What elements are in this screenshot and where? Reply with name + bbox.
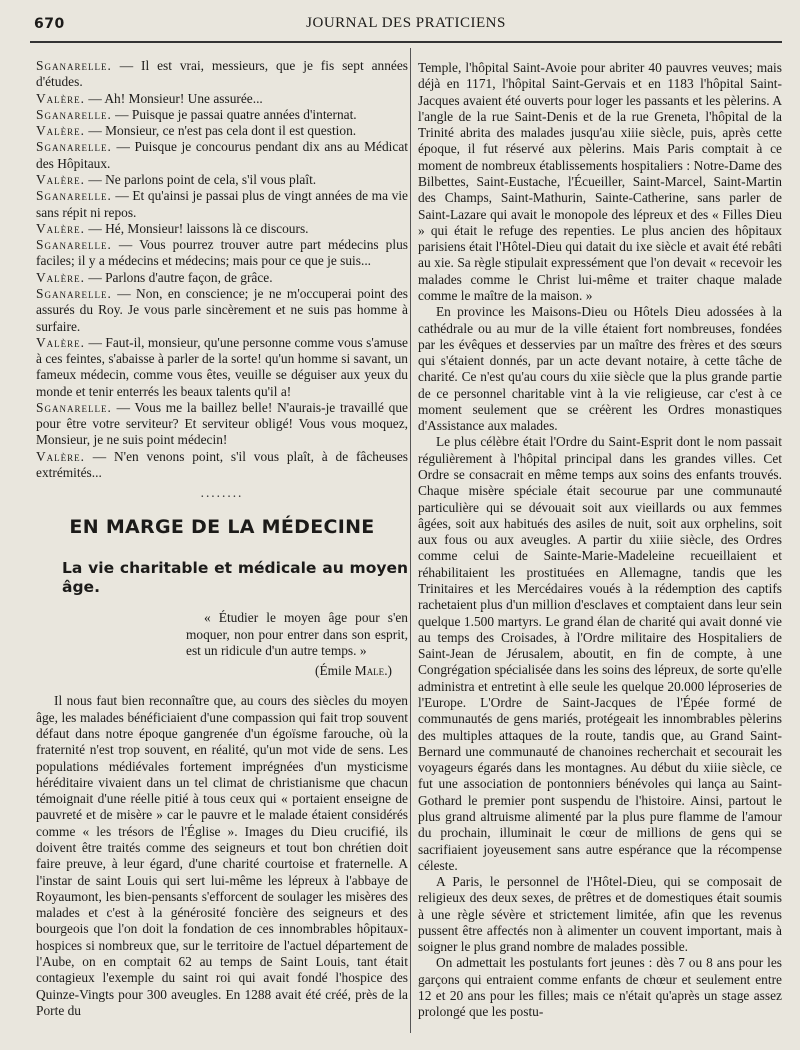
- dialogue-text: — Monsieur, ce n'est pas cela dont il est question.: [85, 123, 357, 139]
- speaker-name: Valère.: [36, 123, 86, 139]
- speaker-name: Valère.: [36, 269, 86, 285]
- speaker-name: Sganarelle.: [36, 139, 112, 155]
- body-paragraph: On admettait les postulants fort jeunes : dès 7 ou 8 ans pour les garçons qui entraient comme enfants de chœur et seulement entre 12 et 20 ans pour les filles; mais ce n'était qu'après un stage assez prolongé que les postu-: [418, 955, 782, 1020]
- dialogue-text: — N'en venons point, s'il vous plaît, à de fâcheuses extrémités...: [36, 448, 408, 481]
- article-title: La vie charitable et médicale au moyen âge.: [62, 558, 408, 596]
- dialogue-line: [36, 172, 408, 188]
- dialogue-line: [36, 449, 408, 482]
- speaker-name: Sganarelle.: [36, 285, 112, 301]
- epigraph-text: « Étudier le moyen âge pour s'en moquer, non pour entrer dans son esprit, est un ridicule d'un autre temps. »: [186, 610, 408, 658]
- speaker-name: Valère.: [36, 220, 86, 236]
- dialogue-text: — Puisque je concourus pendant dix ans au Médicat des Hôpitaux.: [36, 139, 408, 171]
- dialogue-text: — Vous pourrez trouver autre part médecins plus faciles; il y a médecins et médecins; mais pour ce que je suis...: [36, 237, 408, 269]
- section-title: EN MARGE DE LA MÉDECINE: [69, 515, 375, 538]
- body-paragraph: Il nous faut bien reconnaître que, au cours des siècles du moyen âge, les malades bénéficiaient d'une compassion qui fait trop souvent défaut dans notre époque gangrenée d'un égoïsme farouche, où la fraternité n'est trop souvent, en réalité, qu'un mot vide de sens. Les populations médiévales fortement imprégnées d'un mysticisme héréditaire vivaient dans un tel climat de christianisme que chacun témoignait d'une réelle pitié à tous ceux qui « portaient enseigne de pauvreté et de misère » car le pauvre et le malade étaient considérés comme « les trésors de l'Église ». Images du Dieu crucifié, ils doivent être traités comme des seigneurs et tout bon chrétien doit faire preuve, à leur égard, d'une charité courtoise et fraternelle. A l'instar de saint Louis qui sert lui-même les lépreux à l'abbaye de Royaumont, les bien-pensants s'efforcent de soulager les misères des malades et c'est à la générosité foncière des seigneurs et des bourgeois que l'on doit la fondation de ces innombrables hôpitaux-hospices si nombreux que, sur le territoire de l'actuel département de l'Aube, on en comptait 62 au temps de Saint Louis, tant était contagieux l'exemple du saint roi qui avait fondé l'hospice des Quinze-Vingts pour 300 aveugles. En 1288 avait été créé, près de la Porte du: [36, 693, 408, 1018]
- dialogue-text: — Et qu'ainsi je passai plus de vingt années de ma vie sans répit ni repos.: [36, 188, 408, 220]
- speaker-name: Valère.: [36, 171, 86, 187]
- speaker-name: Valère.: [36, 448, 86, 464]
- journal-title: JOURNAL DES PRATICIENS: [306, 15, 506, 31]
- speaker-name: Valère.: [36, 334, 86, 350]
- body-paragraph: A Paris, le personnel de l'Hôtel-Dieu, qui se composait de religieux des deux sexes, de prêtres et de domestiques était soumis à une règle sévère et strictement limitée, afin que les revenus pussent être affectés non à alimenter un couvent important, mais à soigner le plus grand nombre de malades possible.: [418, 874, 782, 955]
- dialogue-text: — Non, en conscience; je ne m'occuperai point des assurés du Roy. Je vous parle sincèrement et ne suis pas homme à surfaire.: [36, 285, 408, 334]
- dialogue-text: — Faut-il, monsieur, qu'une personne comme vous s'amuse à ces feintes, s'abaisse à parler de la sorte! qu'un homme si savant, un fameux médecin, comme vous êtes, veuille se déguiser aux yeux du monde et tenir enterrés les beaux talents qu'il a!: [36, 334, 408, 399]
- dialogue-text: — Ne parlons point de cela, s'il vous plaît.: [85, 171, 317, 187]
- dialogue-line: [36, 58, 408, 91]
- dialogue-text: — Hé, Monsieur! laissons là ce discours.: [85, 220, 309, 236]
- speaker-name: Sganarelle.: [36, 188, 112, 204]
- speaker-name: Sganarelle.: [36, 106, 112, 122]
- dialogue-line: [36, 221, 408, 237]
- body-paragraph: Le plus célèbre était l'Ordre du Saint-Esprit dont le nom passait régulièrement à l'hôpital principal dans les grandes villes. Cet Ordre se consacrait en même temps aux soins des enfants trouvés. Chaque misère spéciale était secourue par une communauté particulière qui se dévouait soit aux vieillards ou aux femmes âgées, soit aux habitués des asiles de nuit, soit aux orphelins, soit aux fous ou aux aveugles. A partir du xiiie siècle, des Ordres comme celui de Sainte-Marie-Madeleine recueillaient et réhabilitaient les prostituées en Allemagne, tandis que les Trinitaires et les Mercédaires voués à la rédemption des captifs rachetaient plus d'un million d'esclaves et comptaient dans leur sein quelque 1.500 martyrs. Le grand élan de charité qui avait donné vie au temps des Croisades, à l'Ordre militaire des Hospitaliers de Saint-Jean de Jérusalem, aboutit, en fin de compte, à une Congrégation spécialisée dans les soins des lépreux, de sorte qu'elle administra et entretint à elle seule les quelque 20.000 léproseries de l'Europe. L'Ordre de Saint-Jacques de l'Épée formé de communautés de gens mariés, protégeait les innombrables pèlerins des multiples attaques de la route, tandis que, au Grand Saint-Bernard une communauté de chanoines recherchait et secourait les voyageurs égarés dans les montagnes. Au début du xiiie siècle, ce fut une association de pontonniers bénévoles qui lança au Saint-Gothard le premier pont suspendu de l'histoire. Ainsi, partout le plus grand altruisme alimenté par la plus pure flamme de l'amour du prochain, illuminait le cœur de millions de gens qui se sacrifiaient joyeusement sans autre espérance que la récompense céleste.: [418, 434, 782, 873]
- dialogue-text: — Vous me la baillez belle! N'aurais-je travaillé que pour être votre serviteur? Et serviteur obligé! Vous vous moquez, Monsieur, je ne suis point médecin!: [36, 399, 408, 448]
- dialogue-line: [36, 91, 408, 107]
- dialogue-block: [36, 58, 408, 481]
- dialogue-line: [36, 188, 408, 221]
- dialogue-line: [36, 237, 408, 270]
- dialogue-line: [36, 335, 408, 400]
- page-number: 670: [34, 16, 65, 32]
- dialogue-text: — Parlons d'autre façon, de grâce.: [85, 269, 273, 285]
- header-rule: [30, 41, 782, 43]
- dialogue-line: [36, 400, 408, 449]
- dialogue-text: — Ah! Monsieur! Une assurée...: [85, 90, 263, 106]
- dialogue-separator: ........: [200, 485, 244, 501]
- column-divider: [410, 48, 411, 1033]
- dialogue-text: — Il est vrai, messieurs, que je fis sept années d'études.: [36, 58, 408, 90]
- speaker-name: Valère.: [36, 90, 86, 106]
- epigraph-author: (Émile Male.): [314, 663, 392, 679]
- speaker-name: Sganarelle.: [36, 399, 112, 415]
- speaker-name: Sganarelle.: [36, 237, 112, 253]
- left-column: [36, 58, 408, 1019]
- dialogue-line: [36, 107, 408, 123]
- dialogue-line: [36, 286, 408, 335]
- speaker-name: Sganarelle.: [36, 58, 112, 73]
- dialogue-line: [36, 139, 408, 172]
- running-header: [30, 14, 782, 38]
- dialogue-line: [36, 123, 408, 139]
- body-paragraph: Temple, l'hôpital Saint-Avoie pour abriter 40 pauvres veuves; mais déjà en 1171, l'hôpital Saint-Gervais et en 1183 l'hôpital Saint-Jacques avaient été ouverts pour loger les passants et les pèlerins. A l'angle de la rue Saint-Denis et de la rue Greneta, l'hôpital de la Trinité abrita des malades jusqu'au xiiie siècle, puis, après cette époque, il fut réservé aux pèlerins. Mais Paris comptait à ce moment de nombreux établissements hospitaliers : Notre-Dame des Bilbettes, Saint-Eustache, l'Écueiller, Saint-Marcel, Saint-Martin des Champs, Saint-Mathurin, Sainte-Catherine, sans parler de Saint-Lazare qui avait le monopole des lépreux et des « Filles Dieu » qui était le refuge des repenties. Le plus ancien des hôpitaux parisiens était l'Hôtel-Dieu qui datait du ixe siècle et avait été rebâti au xie. Sa règle stipulait expressément que l'on devait « recevoir les malades comme le Christ lui-même et traiter chaque malade comme le maître de la maison. »: [418, 60, 782, 303]
- right-column: [418, 60, 782, 1021]
- body-paragraph: En province les Maisons-Dieu ou Hôtels Dieu adossées à la cathédrale ou au mur de la ville étaient fort nombreuses, fondées par les évêques et desservies par un maître des frères et des sœurs qui s'étaient donnés, par un acte devant notaire, à cette tâche de charité. Ce n'est qu'au cours du xiie siècle que la plus grande partie de ce personnel charitable vint à la vie religieuse, car c'est à ce moment seulement que se créèrent les Ordres monastiques d'Assistance aux malades.: [418, 304, 782, 434]
- dialogue-line: [36, 270, 408, 286]
- dialogue-text: — Puisque je passai quatre années d'internat.: [111, 106, 357, 122]
